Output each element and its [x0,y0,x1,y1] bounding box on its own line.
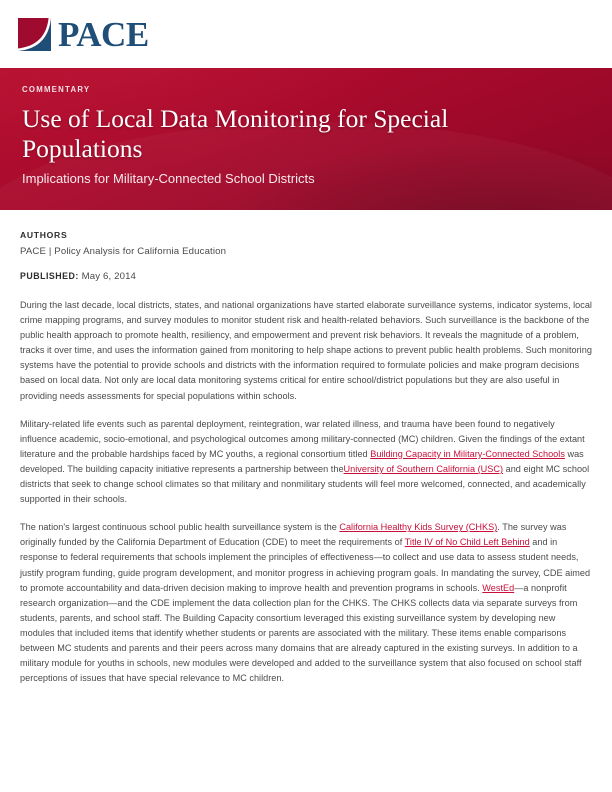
inline-link[interactable]: Building Capacity in Military-Connected Schools [370,448,565,459]
hero-banner [0,68,612,210]
published-label: PUBLISHED: [20,271,79,281]
authors-label: AUTHORS [20,230,68,240]
paragraph [20,520,592,686]
content-type-label: COMMENTARY [22,85,91,94]
document-body [0,210,612,686]
paragraph-text: During the last decade, local districts, states, and national organizations have started elaborate surveillance systems, indicator systems, local crime mapping programs, and survey modules to monitor student risk and health-related behaviors. Such surveillance is the backbone of the public health approach to promote health, resiliency, and empowerment and prevent risk behaviors. It reveals the magnitude of a problem, tracks it over time, and uses the information gained from monitoring to help shape actions to prevent public health problems. Such monitoring systems have the potential to provide schools and districts with the information required to formulate policies and make program decisions based on local data. Not only are local data monitoring systems critical for entire school/district populations but they are also useful in providing needs assessments for special populations within schools. [20,300,592,401]
paragraph-text: Military-related life events such as parental deployment, reintegration, war related illness, and trauma have been found to negatively influence academic, socio-emotional, and psychological outcomes among military-connected (MC) children. Given the findings of the extant literature and the probable hardships faced by MC youths, a regional consortium titled [20,418,585,459]
paragraph-text: The nation's largest continuous school public health surveillance system is the [20,522,340,533]
paragraph [20,298,592,404]
inline-link[interactable]: Title IV of No Child Left Behind [404,537,530,548]
paragraph-text: and in response to federal requirements that schools implement the principles of effectiveness—to collect and use data to assess student needs, justify program funding, guide program development, and monitor progress in achieving program goals. In mandating the survey, CDE aimed to promote accountability and data-driven decision making to improve health and prevention programs in schools. [20,537,591,593]
published-date: May 6, 2014 [81,271,137,282]
paragraph [20,417,592,508]
paragraph-text: —a nonprofit research organization—and the CDE implement the data collection plan for the CHKS. The CHKS collects data via separate surveys from students, parents, and school staff. The Building Capacity consortium leveraged this existing surveillance system by developing new modules that included items that identify whether students or parents are associated with the military. These items enable comparisons between MC students and parents and their peers across many domains that are already captured in the existing surveys. In addition to a military module for youths in schools, new modules were developed and added to the surveillance system that also focused on school staff perceptions of issues that have special relevance to MC children. [20,582,582,684]
paragraph-text: was developed. The building capacity initiative represents a partnership between the [20,448,584,474]
pace-wordmark: PACE [58,14,149,54]
page-title: Use of Local Data Monitoring for Special Populations [22,104,449,163]
authors-value: PACE | Policy Analysis for California Education [20,246,227,257]
article-paragraphs [20,298,592,686]
page-subtitle: Implications for Military-Connected School Districts [22,171,315,186]
inline-link[interactable]: WestEd [482,582,515,593]
paragraph-text: and eight MC school districts that seek to change school climates so that military and nonmilitary students will feel more welcomed, connected, and academically supported in their schools. [20,463,590,505]
paragraph-text: . The survey was originally funded by the California Department of Education (CDE) to meet the requirements of [20,522,567,548]
pace-logo-mark-icon [18,18,51,51]
published-line [20,271,592,282]
site-logo-header [0,0,612,68]
pace-logo[interactable] [18,14,149,54]
inline-link[interactable]: University of Southern California (USC) [343,463,504,474]
inline-link[interactable]: California Healthy Kids Survey (CHKS) [339,522,498,533]
